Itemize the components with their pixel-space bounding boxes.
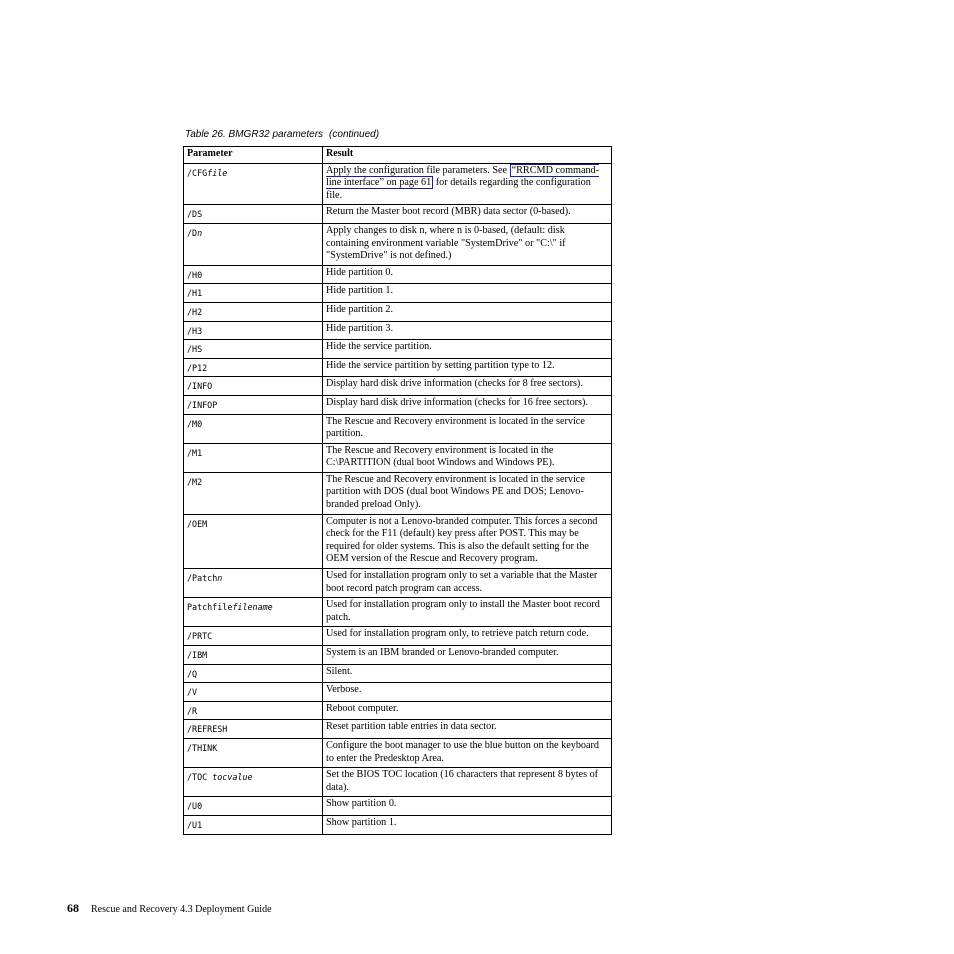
result-text: Verbose. (326, 684, 362, 696)
table-row (184, 664, 612, 683)
parameter-name: /H0 (187, 269, 203, 280)
result-cell (323, 569, 612, 598)
result-text: Hide partition 3. (326, 322, 394, 334)
parameter-variable: n (217, 573, 223, 584)
parameter-cell (184, 472, 323, 514)
parameter-cell (184, 797, 323, 816)
result-cell (323, 646, 612, 665)
result-cell (323, 472, 612, 514)
result-cell (323, 738, 612, 767)
table-row (184, 395, 612, 414)
result-cell (323, 701, 612, 720)
result-cell (323, 720, 612, 739)
result-text: Return the Master boot record (MBR) data sector (0-based). (326, 206, 571, 218)
table-row (184, 302, 612, 321)
result-text: Silent. (326, 665, 353, 677)
result-cell (323, 358, 612, 377)
parameter-name: /R (187, 705, 198, 716)
result-cell (323, 797, 612, 816)
result-cell (323, 321, 612, 340)
result-text: Used for installation program only, to retrieve patch return code. (326, 628, 589, 640)
result-text: Hide the service partition by setting partition type to 12. (326, 359, 555, 371)
result-text: The Rescue and Recovery environment is located in the C:\PARTITION (dual boot Windows and Windows PE). (326, 444, 555, 469)
parameter-variable: filename (232, 602, 273, 613)
parameter-cell (184, 598, 323, 627)
parameter-cell (184, 683, 323, 702)
parameter-name: /P12 (187, 362, 208, 373)
column-header-parameter: Parameter (184, 147, 323, 164)
table-caption-continued: (continued) (329, 129, 380, 140)
result-text: Hide partition 1. (326, 285, 394, 297)
table-row (184, 797, 612, 816)
result-cell (323, 514, 612, 568)
table-row (184, 598, 612, 627)
table-row (184, 569, 612, 598)
result-text: Apply the configuration file parameters. See (326, 164, 510, 176)
parameter-variable: tocvalue (212, 772, 253, 783)
parameter-name: /REFRESH (187, 724, 228, 735)
parameter-cell (184, 321, 323, 340)
parameter-name: /TOC (187, 772, 213, 783)
table-row (184, 472, 612, 514)
result-text: Set the BIOS TOC location (16 characters that represent 8 bytes of data). (326, 769, 599, 793)
parameter-cell (184, 646, 323, 665)
table-row (184, 701, 612, 720)
table-row (184, 414, 612, 443)
cross-reference-link[interactable]: “RRCMD command-line interface” on page 61 (326, 164, 600, 189)
parameter-name: /H3 (187, 325, 203, 336)
table-row (184, 205, 612, 224)
page-number: 68 (67, 901, 79, 915)
parameter-name: /DS (187, 209, 203, 220)
result-text: System is an IBM branded or Lenovo-branded computer. (326, 647, 559, 658)
parameter-name: /PRTC (187, 631, 213, 642)
parameter-cell (184, 569, 323, 598)
result-text: Hide partition 2. (326, 303, 394, 315)
parameter-cell (184, 815, 323, 834)
parameter-name: /HS (187, 344, 203, 355)
parameter-cell (184, 395, 323, 414)
result-cell (323, 302, 612, 321)
result-text: The Rescue and Recovery environment is located in the service partition with DOS (dual boot Windows PE and DOS; Lenovo-branded preload Only). (326, 473, 585, 511)
parameter-name: /U1 (187, 819, 203, 830)
table-row (184, 720, 612, 739)
result-cell (323, 683, 612, 702)
parameter-cell (184, 340, 323, 359)
parameter-name: /IBM (187, 650, 208, 660)
parameter-name: /INFOP (187, 399, 218, 410)
parameter-cell (184, 358, 323, 377)
parameter-name: /M2 (187, 476, 203, 487)
table-header-row (184, 147, 612, 164)
parameter-cell (184, 738, 323, 767)
table-row (184, 321, 612, 340)
result-text: Reboot computer. (326, 702, 399, 714)
parameter-cell (184, 514, 323, 568)
result-text: Computer is not a Lenovo-branded computer. This forces a second check for the F11 (default) key press after POST. This may be required for older systems. This is also the default setting for the OEM version of the Rescue and Recovery program. (326, 515, 598, 565)
table-row (184, 284, 612, 303)
parameter-name: /D (187, 227, 198, 238)
parameter-variable: file (207, 167, 228, 178)
table-row (184, 377, 612, 396)
parameter-name: /Patch (187, 573, 218, 584)
table-row (184, 627, 612, 646)
result-text: The Rescue and Recovery environment is located in the service partition. (326, 415, 585, 440)
result-text: Apply changes to disk n, where n is 0-based, (default: disk containing environment variable "SystemDrive" or "C:\" if "SystemDrive" is not defined.) (326, 224, 566, 262)
result-text: Used for installation program only to install the Master boot record patch. (326, 599, 600, 623)
result-text: Hide the service partition. (326, 341, 432, 353)
parameter-cell (184, 265, 323, 284)
result-cell (323, 340, 612, 359)
result-cell (323, 395, 612, 414)
parameter-name: /OEM (187, 518, 208, 529)
parameter-cell (184, 414, 323, 443)
parameter-name: /M0 (187, 418, 203, 429)
result-cell (323, 223, 612, 265)
table-row (184, 514, 612, 568)
result-text: Hide partition 0. (326, 266, 394, 278)
result-cell (323, 205, 612, 224)
parameter-cell (184, 377, 323, 396)
result-text: Display hard disk drive information (checks for 16 free sectors). (326, 396, 588, 408)
parameter-cell (184, 205, 323, 224)
table-row (184, 768, 612, 797)
parameter-name: /H2 (187, 306, 203, 317)
result-text: Show partition 0. (326, 798, 397, 810)
parameter-name: Patchfile (187, 602, 233, 613)
table-row (184, 443, 612, 472)
parameter-cell (184, 284, 323, 303)
parameters-table (183, 146, 612, 835)
result-cell (323, 598, 612, 627)
table-row (184, 358, 612, 377)
result-cell (323, 815, 612, 834)
table-row (184, 340, 612, 359)
result-text: Show partition 1. (326, 816, 397, 828)
parameter-name: /M1 (187, 447, 203, 458)
parameter-cell (184, 627, 323, 646)
parameter-cell (184, 223, 323, 265)
table-caption-label: Table 26. BMGR32 parameters (185, 129, 324, 140)
parameter-name: /CFG (187, 167, 208, 178)
result-cell (323, 163, 612, 205)
table-row (184, 646, 612, 665)
parameter-name: /INFO (187, 381, 213, 392)
parameter-cell (184, 701, 323, 720)
parameter-name: /THINK (187, 742, 218, 753)
parameter-cell (184, 163, 323, 205)
result-text: Display hard disk drive information (checks for 8 free sectors). (326, 378, 583, 390)
parameter-cell (184, 664, 323, 683)
table-row (184, 163, 612, 205)
result-text: Configure the boot manager to use the blue button on the keyboard to enter the Predesktop Area. (326, 739, 600, 764)
result-cell (323, 627, 612, 646)
table-body (184, 163, 612, 834)
result-cell (323, 377, 612, 396)
table-row (184, 815, 612, 834)
parameter-name: /U0 (187, 801, 203, 812)
result-cell (323, 664, 612, 683)
page-footer (67, 901, 272, 916)
result-text: for details regarding the configuration file. (326, 177, 591, 201)
result-cell (323, 414, 612, 443)
parameter-cell (184, 720, 323, 739)
result-text: Used for installation program only to set a variable that the Master boot record patch program can access. (326, 570, 598, 594)
column-header-result: Result (323, 147, 612, 164)
table-row (184, 265, 612, 284)
result-cell (323, 768, 612, 797)
parameter-cell (184, 443, 323, 472)
parameter-name: /H1 (187, 288, 203, 299)
table-caption (185, 129, 379, 140)
footer-title: Rescue and Recovery 4.3 Deployment Guide (91, 904, 272, 915)
table-row (184, 683, 612, 702)
parameter-cell (184, 302, 323, 321)
result-text: Reset partition table entries in data sector. (326, 721, 497, 733)
parameter-name: /V (187, 687, 198, 698)
result-cell (323, 443, 612, 472)
parameter-cell (184, 768, 323, 797)
table-row (184, 223, 612, 265)
parameter-name: /Q (187, 668, 198, 679)
result-cell (323, 284, 612, 303)
table-row (184, 738, 612, 767)
parameter-variable: n (197, 227, 203, 238)
result-cell (323, 265, 612, 284)
